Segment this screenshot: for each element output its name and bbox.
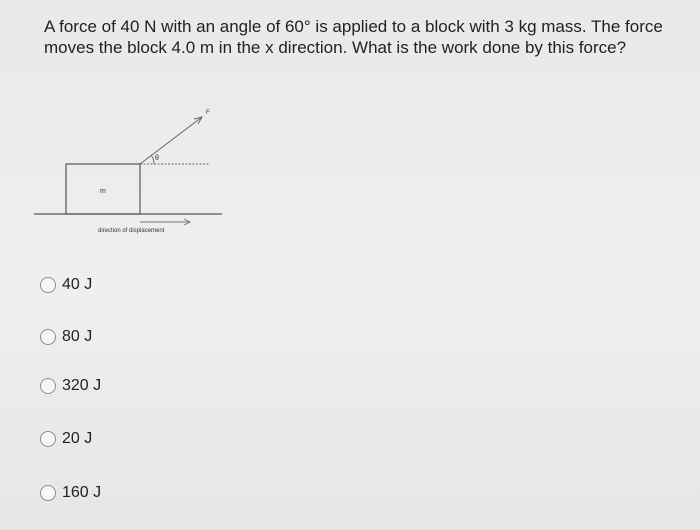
question-line-2: moves the block 4.0 m in the x direction. What is the work done by this force? [44,38,627,57]
option-label: 80 J [62,328,93,345]
option-label: 320 J [62,377,102,394]
force-label: F [206,110,210,116]
question-line-1: A force of 40 N with an angle of 60° is applied to a block with 3 kg mass. The force [44,17,663,36]
answer-options [40,0,340,530]
option-label: 160 J [62,484,102,501]
option-20j[interactable] [40,427,92,451]
option-160j[interactable] [40,481,101,505]
option-label: 20 J [62,430,93,447]
radio-button[interactable] [40,329,56,345]
radio-button[interactable] [40,431,56,447]
radio-button[interactable] [40,277,56,293]
displacement-label: direction of displacement [98,228,165,234]
option-80j[interactable] [40,325,92,349]
option-320j[interactable] [40,374,101,398]
radio-button[interactable] [40,485,56,501]
mass-label: m [100,188,106,195]
angle-label: θ [155,155,159,162]
radio-button[interactable] [40,378,56,394]
option-40j[interactable] [40,273,92,297]
option-label: 40 J [62,276,93,293]
